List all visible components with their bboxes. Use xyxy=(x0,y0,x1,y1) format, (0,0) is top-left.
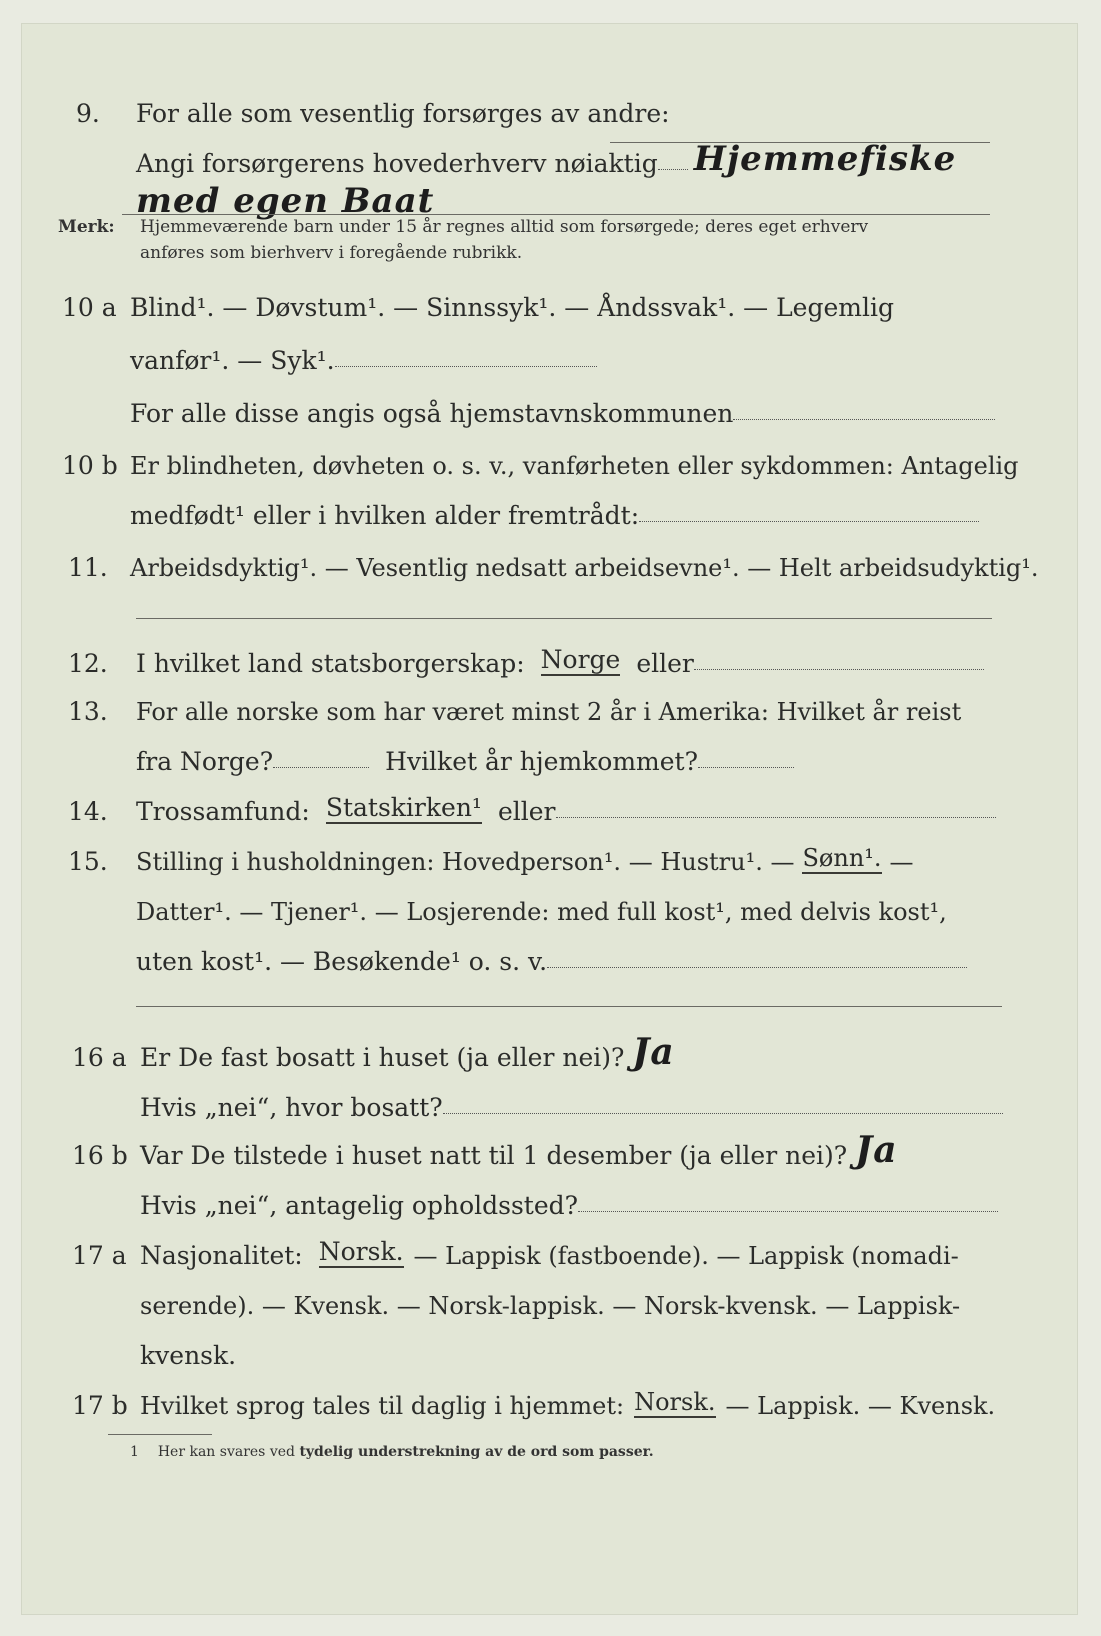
q16b-text-1: Var De tilstede i huset natt til 1 desember (ja eller nei)? xyxy=(140,1141,848,1170)
footnote-rule xyxy=(108,1434,212,1435)
q16a-line1 xyxy=(72,1026,675,1073)
q16b-answer-handwritten: Ja xyxy=(855,1129,898,1171)
q10a-blank-2 xyxy=(733,419,995,420)
q13-text-1: For alle norske som har været minst 2 år i Amerika: Hvilket år reist xyxy=(136,698,962,726)
q13-line2 xyxy=(136,730,794,774)
footnote xyxy=(130,1444,654,1460)
q11-line1 xyxy=(68,536,1039,580)
q11-text: Arbeidsdyktig¹. — Vesentlig nedsatt arbeidsevne¹. — Helt arbeidsudyktig¹. xyxy=(130,554,1039,582)
q15-blank xyxy=(547,967,967,968)
q11-answer-rule xyxy=(136,618,992,619)
merk-label: Merk: xyxy=(58,217,115,237)
census-form-page xyxy=(22,24,1077,1614)
q11-number: 11. xyxy=(68,553,108,582)
q15-number: 15. xyxy=(68,847,108,876)
q16a-blank xyxy=(443,1113,1003,1114)
q17a-line1 xyxy=(72,1224,959,1268)
q13-blank-a xyxy=(273,767,369,768)
q9-line2 xyxy=(136,132,957,179)
q15-line3 xyxy=(136,930,967,974)
q9-question: For alle som vesentlig forsørges av andre: xyxy=(136,99,670,128)
footnote-mark: 1 xyxy=(130,1444,139,1460)
q16b-line2 xyxy=(140,1174,998,1218)
q15-answer-underlined: Sønn¹. xyxy=(802,844,882,872)
merk-note xyxy=(58,214,1008,266)
q16b-text-2: Hvis „nei“, antagelig opholdssted? xyxy=(140,1191,579,1220)
q12-tail: eller xyxy=(636,649,694,678)
q16b-line1 xyxy=(72,1124,898,1171)
q16b-blank xyxy=(578,1211,998,1212)
q15-text-3: uten kost¹. — Besøkende¹ o. s. v. xyxy=(136,947,548,976)
q14-number: 14. xyxy=(68,797,108,826)
q10a-line1 xyxy=(62,276,894,320)
q12-line xyxy=(68,632,984,676)
q10a-line2 xyxy=(130,329,597,373)
q13-blank-b xyxy=(698,767,794,768)
q9-line1 xyxy=(76,82,670,126)
q10a-line3 xyxy=(130,382,995,426)
q10b-blank xyxy=(639,521,979,522)
q14-tail: eller xyxy=(497,797,556,826)
q10b-number: 10 b xyxy=(62,451,118,480)
q10b-line1 xyxy=(62,434,1019,478)
q14-answer-underlined: Statskirken¹ xyxy=(325,793,482,822)
q17b-number: 17 b xyxy=(72,1391,128,1420)
q16a-text-2: Hvis „nei“, hvor bosatt? xyxy=(140,1093,443,1122)
q13-text-2b: Hvilket år hjemkommet? xyxy=(385,747,699,776)
q17b-text-1c: — Lappisk. — Kvensk. xyxy=(725,1392,996,1420)
q15-text-2: Datter¹. — Tjener¹. — Losjerende: med full kost¹, med delvis kost¹, xyxy=(136,898,947,926)
q13-text-2a: fra Norge? xyxy=(136,747,274,776)
merk-text-2: anføres som bierhverv i foregående rubrikk. xyxy=(140,243,523,263)
q9-question-2: Angi forsørgerens hovederhverv nøiaktig xyxy=(136,149,658,178)
q10b-text-1: Er blindheten, døvheten o. s. v., vanførheten eller sykdommen: Antagelig xyxy=(130,452,1019,480)
q16a-line2 xyxy=(140,1076,1003,1120)
q17a-answer-underlined: Norsk. xyxy=(318,1237,404,1266)
footnote-text-b: tydelig understrekning av de ord som passer. xyxy=(299,1444,654,1460)
q17a-number: 17 a xyxy=(72,1241,127,1270)
q10b-text-2: medfødt¹ eller i hvilken alder fremtrådt: xyxy=(130,501,640,530)
q15-text-1c: — xyxy=(889,848,914,876)
q12-number: 12. xyxy=(68,649,108,678)
q15-line1 xyxy=(68,830,914,874)
q17a-text-3: kvensk. xyxy=(140,1341,237,1370)
q17a-text-1c: — Lappisk (fastboende). — Lappisk (nomadi- xyxy=(413,1242,959,1270)
q10b-line2 xyxy=(130,484,979,528)
q10a-text-1: Blind¹. — Døvstum¹. — Sinnssyk¹. — Åndssvak¹. — Legemlig xyxy=(130,293,894,322)
merk-text-1: Hjemmeværende barn under 15 år regnes alltid som forsørgede; deres eget erhverv xyxy=(140,217,869,237)
q15-line2 xyxy=(136,880,947,924)
q17a-line2 xyxy=(140,1274,960,1318)
q17b-answer-underlined: Norsk. xyxy=(634,1388,716,1416)
footnote-text-a: Her kan svares ved xyxy=(157,1444,295,1460)
q12-blank xyxy=(694,669,984,670)
q10a-text-2: vanfør¹. — Syk¹. xyxy=(130,346,335,375)
q9-line3 xyxy=(136,174,435,221)
q16a-text-1: Er De fast bosatt i huset (ja eller nei)? xyxy=(140,1043,625,1072)
q12-text: I hvilket land statsborgerskap: xyxy=(136,649,525,678)
q9-answer-rule xyxy=(610,142,990,143)
q16b-number: 16 b xyxy=(72,1141,128,1170)
q12-answer-underlined: Norge xyxy=(540,645,621,674)
q17a-line3 xyxy=(140,1324,236,1368)
q14-line xyxy=(68,780,996,824)
q15-answer-rule xyxy=(136,1006,1002,1007)
q13-line1 xyxy=(68,680,961,724)
q16a-answer-handwritten: Ja xyxy=(632,1031,675,1073)
q17b-text-1a: Hvilket sprog tales til daglig i hjemmet: xyxy=(140,1392,625,1420)
q14-text: Trossamfund: xyxy=(136,797,310,826)
q10a-text-3: For alle disse angis også hjemstavnskommunen xyxy=(130,399,734,428)
q10a-blank xyxy=(335,366,597,367)
q15-text-1a: Stilling i husholdningen: Hovedperson¹. — Hustru¹. — xyxy=(136,848,795,876)
q14-blank xyxy=(556,817,996,818)
q17b-line xyxy=(72,1374,995,1418)
q9-number: 9. xyxy=(76,99,100,128)
q17a-text-1a: Nasjonalitet: xyxy=(140,1241,303,1270)
q10a-number: 10 a xyxy=(62,293,117,322)
q17a-text-2: serende). — Kvensk. — Norsk-lappisk. — Norsk-kvensk. — Lappisk- xyxy=(140,1292,961,1320)
q9-answer-handwritten-2: med egen Baat xyxy=(136,181,435,221)
q13-number: 13. xyxy=(68,697,108,726)
q16a-number: 16 a xyxy=(72,1043,127,1072)
q9-answer-handwritten: Hjemmefiske xyxy=(693,139,957,179)
